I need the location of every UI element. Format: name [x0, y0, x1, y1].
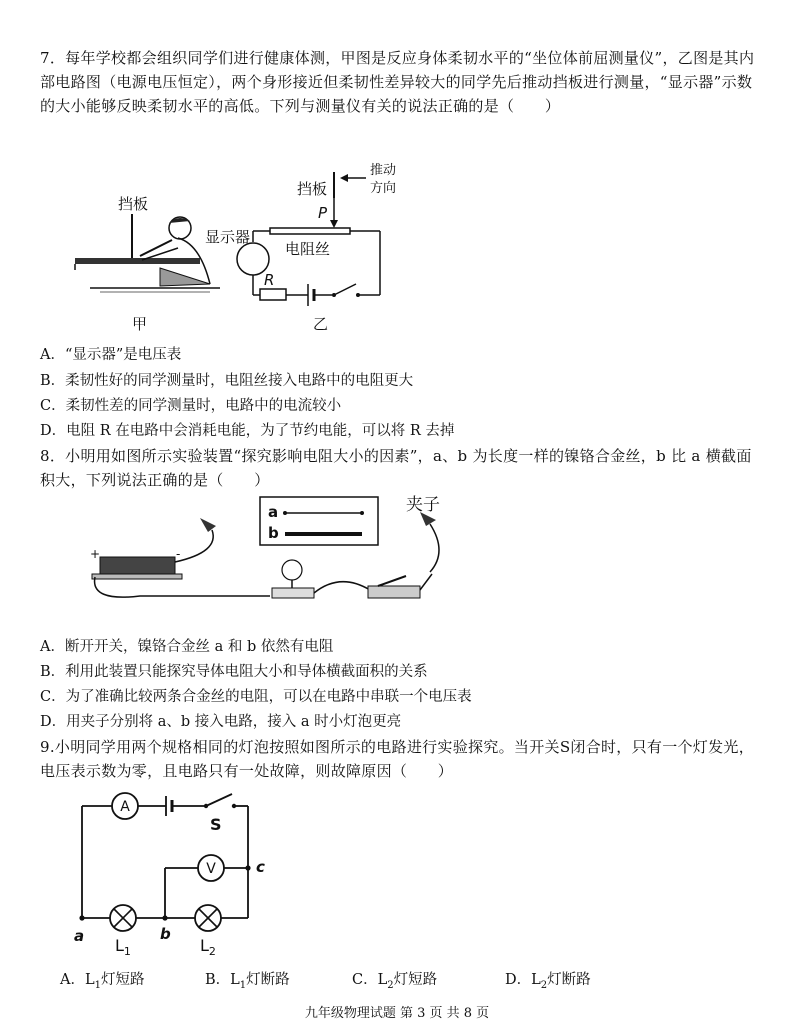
q9-node-a-label: a [74, 927, 85, 945]
knife-switch-icon [368, 586, 420, 598]
battery-pack-icon [100, 557, 175, 574]
page-footer: 九年级物理试题 第 3 页 共 8 页 [304, 1006, 490, 1021]
q7-figure-yi [205, 162, 396, 333]
q9-node-b-label: b [160, 925, 171, 943]
q7-yi-caption: 乙 [313, 315, 329, 333]
q9-option-b[interactable]: B．$L_1$灯断路 [205, 972, 290, 991]
q7-jia-board-label: 挡板 [118, 195, 149, 213]
q9-stem: 9.小明同学用两个规格相同的灯泡按照如图所示的电路进行实验探究。当开关S闭合时，只有一个灯发光，电压表示数为零，且电路只有一处故障，则故障原因（ ） [40, 738, 754, 780]
q7-jia-caption: 甲 [132, 315, 148, 333]
q7-figure-jia [75, 195, 220, 333]
q8-plus-sign: + [90, 547, 101, 561]
q8-minus-sign: - [176, 547, 181, 561]
switch-icon [334, 284, 356, 295]
q7-direction-label: 方向 [370, 181, 397, 196]
q9-option-c[interactable]: C．$L_2$灯短路 [352, 972, 438, 991]
q8-option-c[interactable]: C．为了准确比较两条合金丝的电阻，可以在电路中串联一个电压表 [40, 689, 472, 705]
q7-push-label: 推动 [370, 163, 397, 178]
switch-icon [206, 794, 232, 806]
q8-option-d[interactable]: D．用夹子分别将 a、b 接入电路，接入 a 时小灯泡更亮 [40, 714, 402, 730]
q8-option-a[interactable]: A．断开开关，镍铬合金丝 a 和 b 依然有电阻 [40, 639, 334, 655]
q9-ammeter-label: A [120, 799, 130, 815]
q8-option-b[interactable]: B．利用此装置只能探究导体电阻大小和导体横截面积的关系 [40, 664, 428, 680]
q7-p-label: P [318, 204, 328, 222]
q9-node-c-label: c [256, 858, 265, 876]
q9-option-a[interactable]: A．$L_1$灯短路 [60, 972, 145, 991]
q7-stem: 7．每年学校都会组织同学们进行健康体测，甲图是反应身体柔韧水平的“坐位体前屈测量仪”，乙图是其内部电路图（电源电压恒定），两个身形接近但柔韧性差异较大的同学先后推动挡板进行测量，“显示器”示数的大小能够反映柔韧水平的高低。下列与测量仪有关的说法正确的是（ ） [40, 49, 755, 115]
q7-figure [60, 158, 400, 338]
q9-figure [60, 788, 300, 968]
q7-option-b[interactable]: B．柔韧性好的同学测量时，电阻丝接入电路中的电阻更大 [40, 373, 414, 389]
q9-voltmeter-label: V [206, 861, 216, 877]
q9-lamp-l2-label: $L_2$ [200, 936, 216, 958]
q8-clip-label: 夹子 [406, 495, 440, 515]
q9-switch-label: S [210, 815, 222, 834]
bulb-icon [282, 560, 302, 580]
clip-left-icon [200, 518, 216, 532]
q8-figure [80, 492, 480, 617]
q7-r-label: R [264, 271, 275, 289]
q7-option-a[interactable]: A．“显示器”是电压表 [40, 347, 182, 363]
q9-option-d[interactable]: D．$L_2$灯断路 [505, 972, 591, 991]
q7-display-label: 显示器 [205, 228, 251, 246]
q7-option-c[interactable]: C．柔韧性差的同学测量时，电路中的电流较小 [40, 398, 342, 414]
q7-option-d[interactable]: D．电阻 R 在电路中会消耗电能，为了节约电能，可以将 R 去掉 [40, 423, 455, 439]
q8-wire-b-label: b [268, 524, 279, 542]
q7-yi-board-label: 挡板 [297, 180, 328, 198]
q8-stem: 8．小明用如图所示实验装置“探究影响电阻大小的因素”，a、b 为长度一样的镍铬合金丝，b 比 a 横截面积大，下列说法正确的是（ ） [40, 447, 752, 489]
q8-wire-a-label: a [268, 503, 279, 521]
resistor-icon [260, 289, 286, 300]
q7-wire-label: 电阻丝 [285, 240, 331, 258]
q9-lamp-l1-label: $L_1$ [115, 936, 131, 958]
